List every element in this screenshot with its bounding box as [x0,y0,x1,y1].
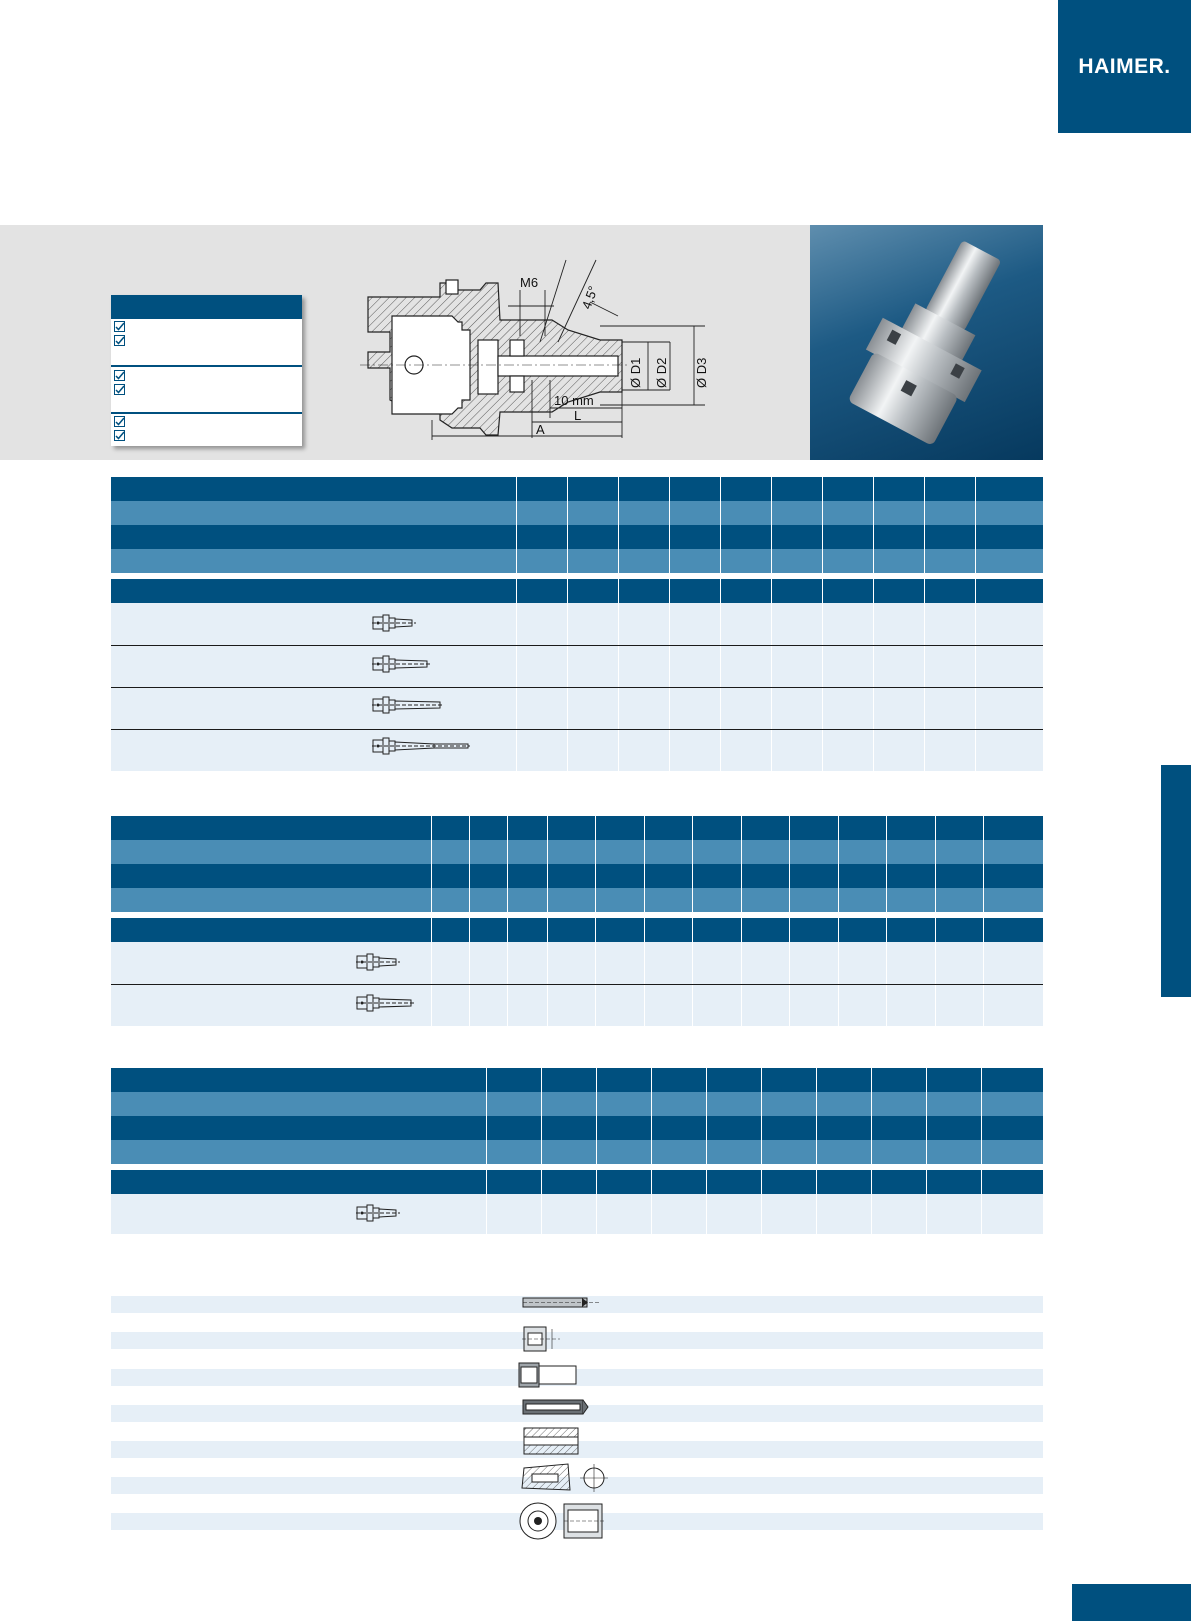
header-row [111,816,1043,840]
table-row [111,687,1043,729]
haimer-logo: HAIMER. [1058,0,1191,133]
label-d3: Ø D3 [694,357,709,388]
header-row [111,864,1043,888]
chapter-tab[interactable] [1161,765,1191,997]
checkbox-checked-icon [114,370,126,382]
checkbox-checked-icon [114,335,126,347]
setting-rod-icon [522,1295,602,1311]
label-d1: Ø D1 [628,357,643,388]
holder-extra-long-icon [372,736,472,756]
table-2 [111,816,1043,1026]
m6-thread-bottom [510,376,524,392]
holder-short-icon [372,613,428,633]
holder-long-icon [372,695,452,715]
header-row [111,477,1043,501]
page-number-tab [1072,1584,1191,1621]
accessory-row [111,1332,1043,1349]
table-row [111,1194,1043,1234]
checkbox-checked-icon [114,321,126,333]
feature-box-header [111,295,302,319]
header-row [111,1092,1043,1116]
column-header-row [111,579,1043,603]
coolant-disc-icon [518,1500,610,1542]
header-row [111,525,1043,549]
checkbox-checked-icon [114,384,126,396]
label-l: L [574,408,582,423]
reduction-sleeve-icon [522,1425,582,1457]
header-row [111,840,1043,864]
label-10mm: 10 mm [554,393,594,408]
cooling-tube-icon [522,1397,592,1417]
feature-box [111,295,302,446]
label-angle: 4,5° [578,284,601,312]
table-1 [111,477,1043,771]
shrink-chuck-image [810,225,1043,460]
table-row [111,942,1043,984]
holder-medium-icon [356,993,426,1013]
extension-sleeve-icon [518,1361,580,1389]
column-header-row [111,918,1043,942]
holder-medium-icon [372,654,442,674]
table-row [111,645,1043,687]
feature-divider [111,412,302,414]
m6-thread-top [510,340,524,356]
table-row [111,984,1043,1026]
label-d2: Ø D2 [654,357,669,388]
header-row [111,1140,1043,1164]
stop-screw-icon [522,1323,562,1355]
header-row [111,501,1043,525]
checkbox-checked-icon [114,430,126,442]
inner-step [478,340,498,394]
tool-bore [498,356,618,376]
table-row [111,603,1043,645]
label-a: A [536,422,545,437]
table-3 [111,1068,1043,1234]
product-photo [810,225,1043,460]
checkbox-checked-icon [114,416,126,428]
header-row [111,888,1043,912]
feature-divider [111,365,302,367]
label-m6: M6 [520,275,539,290]
holder-short-icon [356,1203,412,1223]
balancing-screw-icon [518,1460,612,1496]
header-row [111,1068,1043,1092]
header-row [111,549,1043,573]
header-row [111,1116,1043,1140]
technical-drawing [360,250,740,455]
table-row [111,729,1043,771]
column-header-row [111,1170,1043,1194]
holder-short-icon [356,952,412,972]
